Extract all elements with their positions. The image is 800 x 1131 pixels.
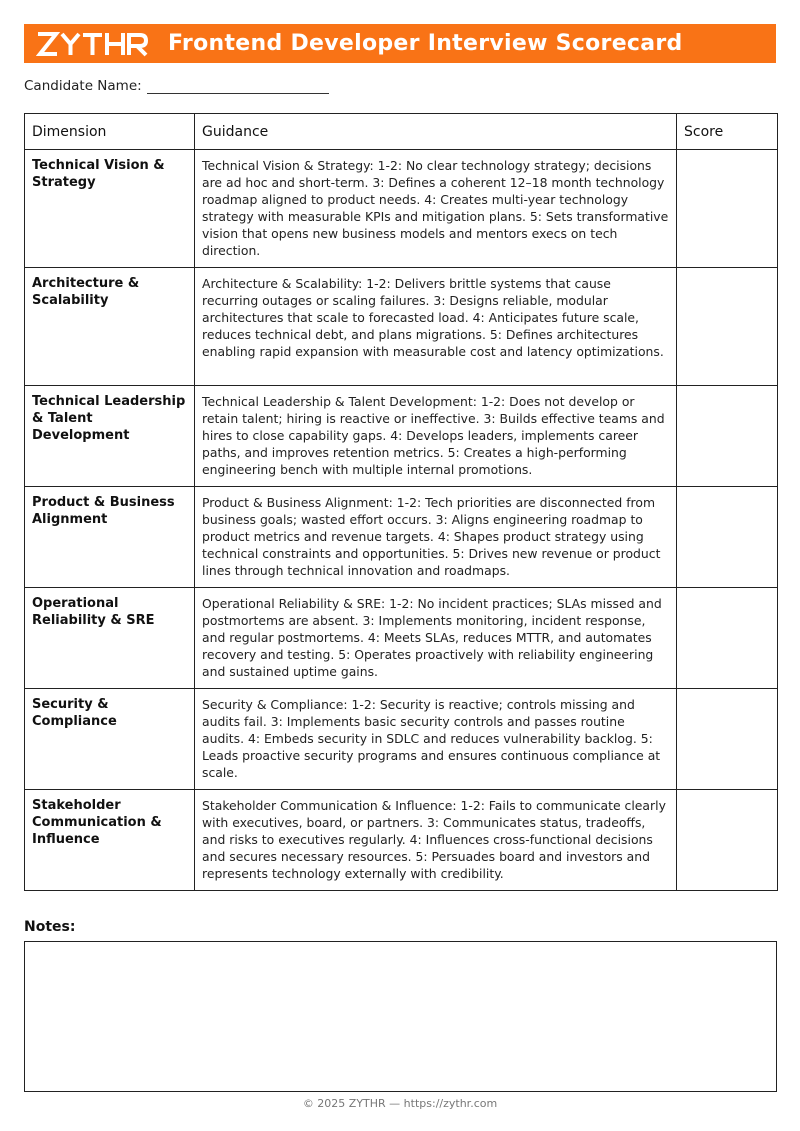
guidance-cell: Product & Business Alignment: 1-2: Tech priorities are disconnected from business goals; wasted effort occurs. 3: Aligns engineering roadmap to product metrics and revenue targets. 4: Shapes product strategy using technical constraints and opportunities. 5: Drives new revenue or product lines through technical innovation and roadmaps.: [195, 487, 677, 588]
dimension-cell: Technical Vision & Strategy: [25, 150, 195, 268]
candidate-name-label: Candidate Name:: [24, 78, 142, 94]
table-row: [25, 386, 778, 487]
dimension-cell: Security & Compliance: [25, 689, 195, 790]
header-banner: [24, 24, 776, 63]
dimension-cell: Product & Business Alignment: [25, 487, 195, 588]
score-cell[interactable]: [677, 150, 778, 268]
score-cell[interactable]: [677, 790, 778, 891]
footer-copyright: © 2025 ZYTHR — https://zythr.com: [302, 1097, 498, 1110]
dimension-cell: Operational Reliability & SRE: [25, 588, 195, 689]
zythr-logo: [36, 31, 148, 57]
table-header-row: [25, 114, 778, 150]
column-header-score: Score: [677, 114, 778, 150]
score-cell[interactable]: [677, 689, 778, 790]
score-cell[interactable]: [677, 588, 778, 689]
table-row: [25, 588, 778, 689]
table-row: [25, 150, 778, 268]
dimension-cell: Technical Leadership & Talent Development: [25, 386, 195, 487]
notes-box[interactable]: [24, 941, 777, 1092]
table-row: [25, 487, 778, 588]
dimension-cell: Architecture & Scalability: [25, 268, 195, 386]
candidate-name-field[interactable]: [147, 78, 329, 94]
candidate-name-row: [24, 78, 329, 94]
scorecard-table: [24, 113, 778, 891]
score-cell[interactable]: [677, 487, 778, 588]
guidance-cell: Architecture & Scalability: 1-2: Delivers brittle systems that cause recurring outages or scaling failures. 3: Designs reliable, modular architectures that scale to forecasted load. 4: Anticipates future scale, reduces technical debt, and plans migrations. 5: Defines architectures enabling rapid expansion with measurable cost and latency optimizations.: [195, 268, 677, 386]
score-cell[interactable]: [677, 268, 778, 386]
table-row: [25, 268, 778, 386]
guidance-cell: Security & Compliance: 1-2: Security is reactive; controls missing and audits fail. 3: Implements basic security controls and passes routine audits. 4: Embeds security in SDLC and reduces vulnerability backlog. 5: Leads proactive security programs and ensures continuous compliance at scale.: [195, 689, 677, 790]
guidance-cell: Technical Leadership & Talent Development: 1-2: Does not develop or retain talent; hiring is reactive or ineffective. 3: Builds effective teams and hires to close capability gaps. 4: Develops leaders, implements career paths, and improves retention metrics. 5: Creates a high-performing engineering bench with multiple internal promotions.: [195, 386, 677, 487]
column-header-guidance: Guidance: [195, 114, 677, 150]
guidance-cell: Stakeholder Communication & Influence: 1-2: Fails to communicate clearly with executives, board, or partners. 3: Communicates status, tradeoffs, and risks to executives regularly. 4: Influences cross-functional decisions and secures necessary resources. 5: Persuades board and investors and represents technology externally with credibility.: [195, 790, 677, 891]
score-cell[interactable]: [677, 386, 778, 487]
page-title: Frontend Developer Interview Scorecard: [168, 31, 683, 56]
notes-label: Notes:: [24, 919, 76, 935]
table-row: [25, 689, 778, 790]
dimension-cell: Stakeholder Communication & Influence: [25, 790, 195, 891]
table-row: [25, 790, 778, 891]
guidance-cell: Operational Reliability & SRE: 1-2: No incident practices; SLAs missed and postmortems are absent. 3: Implements monitoring, incident response, and regular postmortems. 4: Meets SLAs, reduces MTTR, and automates recovery and testing. 5: Operates proactively with reliability engineering and sustained uptime gains.: [195, 588, 677, 689]
guidance-cell: Technical Vision & Strategy: 1-2: No clear technology strategy; decisions are ad hoc and short-term. 3: Defines a coherent 12–18 month technology roadmap aligned to product needs. 4: Creates multi-year technology strategy with measurable KPIs and mitigation plans. 5: Sets transformative vision that opens new business models and mentors execs on tech direction.: [195, 150, 677, 268]
column-header-dimension: Dimension: [25, 114, 195, 150]
